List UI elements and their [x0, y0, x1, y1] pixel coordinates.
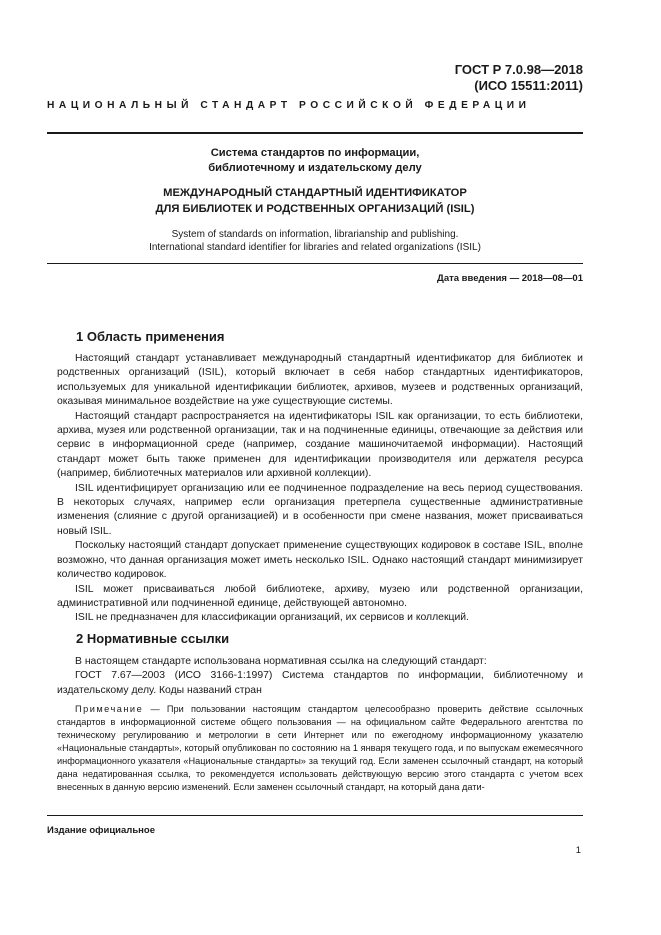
system-title — [47, 146, 583, 176]
note-text: — При пользовании настоящим стандартом целесообразно проверить действие ссылочных стандартов в информационной системе общего пользования — на официальном сайте Федерального агентства по техническому регулированию и метрологии в сети Интернет или по ежегодному информационному указателю «Национальные стандарты», который опубликован по состоянию на 1 января текущего года, и по выпускам ежемесячного информационного указателя «Национальные стандарты» за текущий год. Если заменен ссылочный стандарт, на который дана недатированная ссылка, то рекомендуется использовать действующую версию этого стандарта с учетом всех внесенных в данную версию изменений. Если заменен ссылочный стандарт, на который дана дати- — [57, 704, 583, 792]
section-1-body — [57, 352, 583, 626]
paragraph: ГОСТ 7.67—2003 (ИСО 3166-1:1997) Система стандартов по информации, библиотечному и издательскому делу. Коды названий стран — [57, 670, 583, 696]
paragraph: ISIL может присваиваться любой библиотеке, архиву, музею или родственной организации, административной или подчиненной единице, действующей автономно. — [57, 583, 583, 609]
national-standard-banner: НАЦИОНАЛЬНЫЙ СТАНДАРТ РОССИЙСКОЙ ФЕДЕРАЦИИ — [47, 100, 531, 111]
paragraph: ISIL не предназначен для классификации организаций, их сервисов и коллекций. — [75, 612, 469, 624]
reference-note — [57, 703, 583, 794]
official-edition-label: Издание официальное — [47, 825, 155, 836]
paragraph: Настоящий стандарт распространяется на идентификаторы ISIL как организации, то есть библиотеки, архива, музея или родственной организации, так и на подчиненные единицы, отвечающие за действия или сервис в информационной среде (например, создание машиночитаемой информации). Настоящий стандарт может быть также применен для идентификации производителя или держателя ресурса (например, библиотечных материалов или архивной коллекции). — [57, 410, 583, 480]
standard-code: ГОСТ Р 7.0.98—2018 — [454, 62, 583, 77]
page-number: 1 — [575, 845, 581, 856]
section-2-heading: 2 Нормативные ссылки — [76, 631, 230, 646]
section-1-heading: 1 Область применения — [76, 329, 225, 344]
system-title-line1: Система стандартов по информации, — [210, 147, 420, 159]
document-title — [47, 185, 583, 217]
document-title-line2: ДЛЯ БИБЛИОТЕК И РОДСТВЕННЫХ ОРГАНИЗАЦИЙ (ISIL) — [155, 203, 475, 215]
paragraph: Настоящий стандарт устанавливает международный стандартный идентификатор для библиотек и родственных организаций (ISIL), который включает в себя набор стандартных идентификаторов, используемых для уникальной идентификации библиотек, архивов, музеев и родственных организаций, оказывая минимальное воздействие на уже существующие системы. — [57, 353, 583, 408]
note-paragraph — [57, 703, 583, 794]
title-rule — [47, 263, 583, 264]
paragraph: В настоящем стандарте использована нормативная ссылка на следующий стандарт: — [75, 656, 487, 667]
english-title-line2: International standard identifier for libraries and related organizations (ISIL) — [149, 242, 481, 253]
footer-rule — [47, 815, 583, 816]
english-title-line1: System of standards on information, librarianship and publishing. — [171, 229, 459, 240]
section-2-body — [57, 655, 583, 698]
paragraph: Поскольку настоящий стандарт допускает применение существующих кодировок в составе ISIL, вполне возможно, что данная организация может иметь несколько ISIL. Однако настоящий стандарт минимизирует количество кодировок. — [57, 540, 583, 581]
english-title — [47, 228, 583, 254]
introduction-date: Дата введения — 2018—08—01 — [437, 273, 583, 284]
paragraph: ISIL идентифицирует организацию или ее подчиненное подразделение на весь период существования. В некоторых случаях, например если организация претерпела существенные административные изменения (слияние с другой организацией) и в особенности при смене названия, может присваиваться новый ISIL. — [57, 482, 583, 537]
note-label: Примечание — [75, 704, 144, 714]
document-title-line1: МЕЖДУНАРОДНЫЙ СТАНДАРТНЫЙ ИДЕНТИФИКАТОР — [163, 187, 467, 199]
system-title-line2: библиотечному и издательскому делу — [208, 162, 422, 174]
iso-code: (ИСО 15511:2011) — [474, 78, 583, 93]
header-rule — [47, 132, 583, 134]
